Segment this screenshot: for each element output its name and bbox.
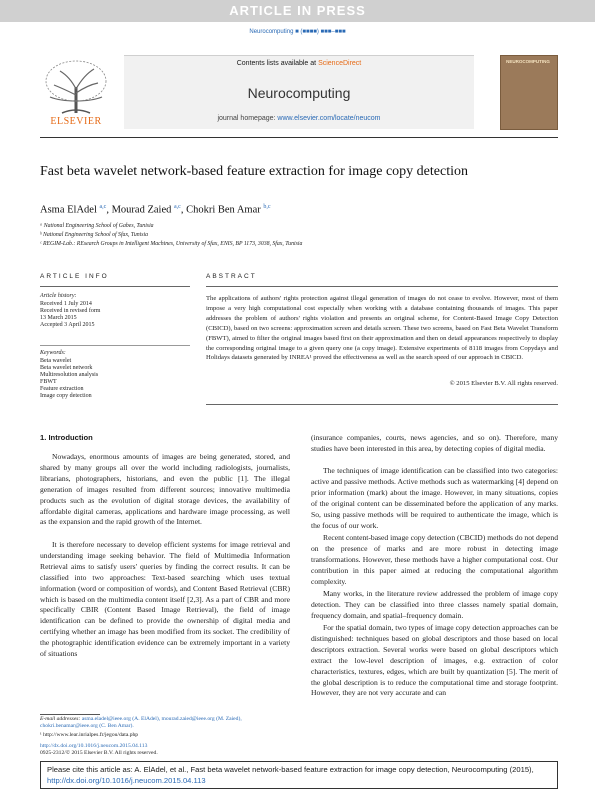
article-info-rule [40, 286, 190, 287]
section-heading-introduction: 1. Introduction [40, 433, 93, 442]
intro-paragraph: For the spatial domain, two types of image copy detection approaches can be distinguished: techniques based on global descriptors and those based on local descriptors extraction. Several works were based on global descriptors which extract the low-level description of images, e.g. extraction of color characteristics, textures, edges, which are built by quantization [5]. The merit of the global description is to reduce the computational time and storage footprint. However, they are not very accurate and can [311, 623, 558, 698]
intro-paragraph: (insurance companies, courts, news agencies, and so on). Therefore, many studies have been interested in this area, by detecting copies of digital media. [311, 433, 558, 453]
contents-prefix: Contents lists available at [236, 60, 319, 67]
abstract-text: The applications of authors' rights protection against illegal generation of images do not cease to evolve. However, most of them impose a very high computational cost especially when working with a database containing thousands of images. This paper addresses the problem of authors' rights violation and presents an original scheme, for Content-Based Image Copy Detection (CBICD), based on two screens: approximation screen and details screen. These two screens, based on Fast Beta Wavelet Transform (FBWT), aimed to filter the original images based first on their approximation and then on detail appearances respectively to display the corresponding original image to a given query one (a copy image). Extensive experiments of 8118 images from Copydays and Holidays datasets generated by INREA¹ proved the effectiveness as well as the search speed of our approach in CBICD. [206, 295, 558, 362]
author-name: Mourad Zaied [111, 204, 172, 216]
intro-paragraph: It is therefore necessary to develop efficient systems for image retrieval and understanding image seeking behavior. The field of Multimedia Information Retrieval aims to satisfy users' queries by finding the correct results. It can be classified into two approaches: Text-based searching which uses textual information (word or composition of words), and Content Based Retrieval (CBR) which is based on the multimedia content itself [2,3]. As a part of CBR and more specifically CBIR (Content Based Image Retrieval), the field of image identification can be defined to provide the ownership of digital media and certifying whether an image has been modified from its socket. The credibility of the photographic identification evidence can be extremely important in a variety of situations [40, 540, 290, 659]
affiliation: ᶜ REGIM-Lab.: REsearch Groups in Intelligent Machines, University of Sfax, ENIS, BP 1173, 3038, Sfax, Tunisia [40, 241, 303, 247]
author-list: Asma ElAdel $^{a,c}$, Mourad Zaied $^{a,c}$, Chokri Ben Amar $^{b,c}$ [40, 204, 271, 216]
keywords-label: Keywords: [40, 350, 66, 356]
intro-paragraph: Many works, in the literature review addressed the problem of image copy detection. They can be classified into three classes namely spatial domain, frequency domain, and spatial–frequency domain. [311, 589, 558, 620]
history-item: Received in revised form [40, 308, 101, 314]
footnote-rule [40, 714, 100, 715]
keyword: Image copy detection [40, 393, 92, 399]
abstract-bottom-rule [206, 404, 558, 405]
header-divider [40, 137, 558, 138]
homepage-label: journal homepage: [217, 115, 278, 122]
history-item: Accepted 3 April 2015 [40, 322, 95, 328]
elsevier-wordmark: ELSEVIER [50, 116, 102, 127]
journal-cover-thumbnail [500, 55, 558, 130]
abstract-rule [206, 286, 558, 287]
keyword: FBWT [40, 379, 57, 385]
journal-name: Neurocomputing [247, 85, 351, 101]
email-label: E-mail addresses: [40, 716, 81, 722]
author-name: Chokri Ben Amar [186, 204, 261, 216]
contents-line [124, 60, 474, 67]
abstract-copyright: © 2015 Elsevier B.V. All rights reserved. [449, 380, 558, 387]
history-item: 13 March 2015 [40, 315, 77, 321]
author-affil-sup[interactable]: a,c [99, 204, 107, 210]
journal-homepage [124, 115, 474, 122]
article-info-heading: ARTICLE INFO [40, 273, 109, 280]
intro-paragraph: Nowadays, enormous amounts of images are being generated, stored, and shared by many groups all over the world including radiologists, journalists, librarians, photographers, historians, and even the public [1]. The illegal generation of images resulted from different sources; innovative multimedia products such as the evolution of digital storage devices, the availability of affordable digital cameras, applications and hardware image processing, as well as the expansion and the rapid growth of the Internet. [40, 452, 290, 527]
cite-doi-link[interactable]: http://dx.doi.org/10.1016/j.neucom.2015.04.113 [47, 776, 206, 785]
author-affil-sup[interactable]: b,c [263, 204, 271, 210]
article-in-press-banner: ARTICLE IN PRESS [0, 0, 595, 22]
homepage-link[interactable]: www.elsevier.com/locate/neucom [277, 115, 381, 122]
sciencedirect-link[interactable]: ScienceDirect [318, 60, 362, 67]
doi-link[interactable]: http://dx.doi.org/10.1016/j.neucom.2015.04.113 [40, 743, 148, 749]
intro-paragraph: The techniques of image identification can be classified into two categories: active and passive methods. Active methods such as watermarking [4] depend on prior information (mark) about the image. However, in many situations, copies of the original content can be disseminated before the application of any marks. So, using passive methods will be required to authenticate the image, which is the focus of our work. [311, 466, 558, 530]
footnote-emails [40, 716, 300, 731]
keyword: Multiresolution analysis [40, 372, 99, 378]
author-affil-sup[interactable]: a,c [173, 204, 181, 210]
article-title: Fast beta wavelet network-based feature extraction for image copy detection [40, 164, 468, 179]
history-item: Received 1 July 2014 [40, 301, 92, 307]
intro-paragraph: Recent content-based image copy detection (CBCID) methods do not depend on the presence of marks and are more robust in detecting image transformations. However, these methods have a higher computational cost. Our contribution in this paper aimed at reducing the computational algorithm complexity. [311, 533, 558, 586]
journal-citation-line[interactable]: Neurocomputing ■ (■■■■) ■■■–■■■ [249, 29, 346, 35]
abstract-heading: ABSTRACT [206, 273, 257, 280]
affiliation: ᵃ National Engineering School of Gabes, Tunisia [40, 223, 154, 229]
email-links[interactable]: asma.eladel@ieee.org (A. ElAdel), mourad.zaied@ieee.org (M. Zaied), chokri.benamar@ieee.org (C. Ben Amar). [40, 716, 242, 730]
history-label: Article history: [40, 293, 77, 299]
keyword: Beta wavelet [40, 358, 72, 364]
cite-box [40, 761, 558, 789]
affiliation: ᵇ National Engineering School of Sfax, Tunisia [40, 232, 148, 238]
keyword: Feature extraction [40, 386, 84, 392]
cover-title: NEUROCOMPUTING [506, 59, 550, 64]
footnote-url[interactable]: ¹ http://www.lear.inrialpes.fr/jegou/data.php [40, 732, 139, 738]
cite-text: Please cite this article as: A. ElAdel, et al., Fast beta wavelet network-based feature extraction for image copy detection, Neurocomputing (2015), [47, 765, 534, 774]
author-name: Asma ElAdel [40, 204, 97, 216]
issn-line: 0925-2312/© 2015 Elsevier B.V. All rights reserved. [40, 750, 158, 756]
keyword: Beta wavelet network [40, 365, 93, 371]
keywords-rule [40, 345, 190, 346]
